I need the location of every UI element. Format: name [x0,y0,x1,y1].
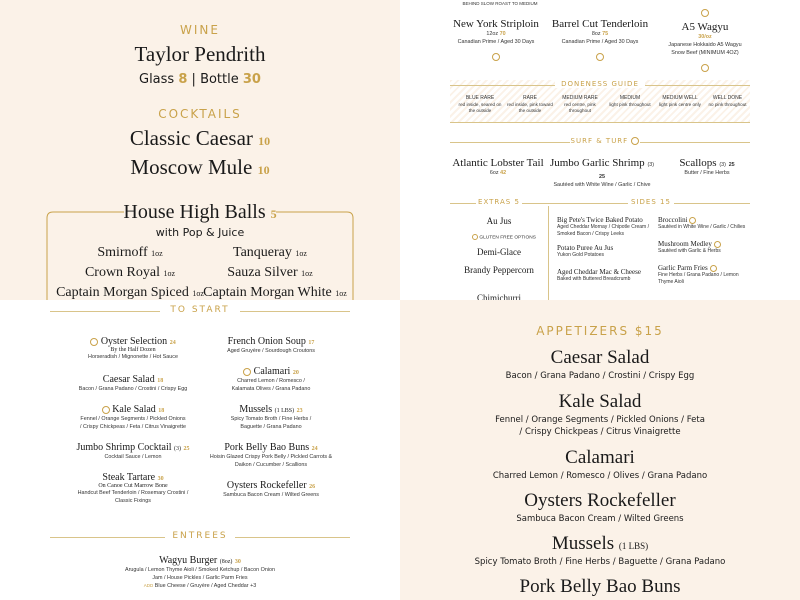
side-item [557,216,653,244]
surf-name: Atlantic Lobster Tail [452,157,544,169]
entree-size: (8oz) [219,559,233,565]
side-desc: Yukon Gold Potatoes [557,252,604,258]
starter-name: French Onion Soup [227,336,306,347]
appetizer-desc: Sambuca Bacon Cream / Wilted Greens [516,514,684,524]
glass-price: 8 [178,72,188,87]
spirit-name: Sauza Silver [227,265,298,280]
steaks-panel [400,0,800,300]
surf-price: 25 [599,174,605,180]
starter-item [196,404,346,431]
entree-price: 30 [234,559,241,565]
extra-item: Chimichurri [477,293,521,300]
appetizer-item [400,533,800,555]
surf-name: Jumbo Garlic Shrimp [549,157,645,169]
side-name: Big Pete's Twice Baked Potato [557,216,643,224]
cocktails-heading: COCKTAILS [158,107,242,121]
doneness-name: MEDIUM [619,95,641,101]
doneness-item [605,94,655,114]
appetizer-desc: / Crispy Chickpeas / Citrus Vinaigrette [519,427,681,437]
doneness-guide [455,94,750,114]
appetizer-desc: Bacon / Grana Padano / Crostini / Crispy Egg [505,371,695,381]
spirit-size: 1oz [301,269,313,278]
starter-desc: Bacon / Grana Padano / Crostini / Crispy Egg [78,386,188,392]
sides-price: 15 [660,198,671,206]
starter-name: Calamari [253,366,291,377]
starter-desc: Cocktail Sauce / Lemon [104,454,162,460]
gluten-free-icon [689,217,696,224]
cocktail-item [0,155,400,180]
starter-desc: Fennel / Orange Segments / Pickled Onions / Crispy Chickpeas / Feta / Citrus Vinaigrette [80,416,186,430]
starter-subtitle: By the Half Dozen [110,347,156,353]
steak-desc: Japanese Hokkaido A5 Wagyu [668,42,742,48]
steak-desc: Canadian Prime / Aged 30 Days [561,39,639,45]
spirit-item [200,285,350,300]
divider [450,122,750,123]
surf-desc: Butter / Fine Herbs [684,170,730,176]
doneness-desc: red inside, seared on the outside [458,102,502,113]
starter-desc: Sambuca Bacon Cream / Wilted Greens [223,492,319,498]
steak-item [544,18,656,65]
appetizers-heading: APPETIZERS $15 [536,324,664,338]
bottle-label: Bottle [200,72,239,87]
starter-item [196,336,346,355]
side-item [658,216,754,240]
surf-size: (3) [719,162,726,168]
price-separator: | [191,72,196,87]
surf-size: (3) [647,162,655,168]
steak-item [650,2,760,76]
doneness-name: BLUE RARE [465,95,495,101]
sides-right-column [658,216,754,286]
spirit-size: 1oz [335,289,347,298]
highball-heading [0,201,400,224]
surf-item [450,157,546,177]
spirit-name: Captain Morgan White [203,285,332,300]
steak-size: 8oz [591,31,601,37]
starter-name: Caesar Salad [102,374,155,385]
steak-size: 12oz [486,31,499,37]
spirit-item [60,245,200,261]
surf-size: 6oz [489,170,499,176]
side-name: Mushroom Medley [658,240,712,248]
wine-heading: WINE [180,23,220,37]
gluten-free-icon [102,406,110,414]
steak-name: A5 Wagyu [681,21,729,33]
appetizer-name: Calamari [565,447,635,468]
gluten-free-icon [701,64,709,72]
gluten-free-icon [492,53,500,61]
spirit-name: Crown Royal [84,265,160,280]
side-name: Garlic Parm Fries [658,264,708,272]
starter-name: Kale Salad [112,404,156,415]
spirit-name: Smirnoff [97,245,148,260]
glass-label: Glass [139,72,175,87]
gluten-free-icon [90,338,98,346]
gluten-free-icon [631,137,639,145]
surf-name: Scallops [679,157,717,169]
spirit-size: 1oz [151,249,163,258]
steak-desc: Snow Beef (MINIMUM 4OZ) [671,50,739,56]
appetizer-size: (1 LBS) [618,541,649,551]
starter-size: (3) [174,446,181,452]
appetizer-name: Pork Belly Bao Buns [519,576,681,597]
appetizer-desc: Spicy Tomato Broth / Fine Herbs / Baguette / Grana Padano [474,557,726,567]
side-name: Potato Puree Au Jus [557,244,614,252]
side-desc: Sautéed with Garlic & Herbs [658,248,721,254]
starter-name: Mussels [239,404,273,415]
starter-subtitle: On Canoe Cut Marrow Bone [98,483,168,489]
starter-price: 17 [308,340,315,346]
starter-desc: Aged Gruyère / Sourdough Croutons [227,348,315,354]
gluten-free-label [460,234,548,242]
doneness-item [655,94,705,114]
doneness-name: WELL DONE [712,95,743,101]
appetizer-name: Kale Salad [558,391,642,412]
doneness-item [705,94,750,114]
highball-subtitle: with Pop & Juice [155,226,245,239]
surf-price: 25 [728,162,735,168]
cocktail-item [0,126,400,151]
starters-panel [0,300,400,600]
side-desc: Sautéed in White Wine / Garlic / Chilies [658,224,746,230]
entree-item [110,555,290,590]
doneness-item [555,94,605,114]
doneness-desc: red centre, pink throughout [564,102,596,113]
cocktail-name: Moscow Mule [130,155,253,179]
doneness-name: MEDIUM RARE [562,95,598,101]
starter-name: Oysters Rockefeller [226,480,307,491]
appetizer-name: Oysters Rockefeller [524,490,676,511]
appetizers-panel [400,300,800,600]
appetizer-desc: Charred Lemon / Romesco / Olives / Grana Padano [492,471,708,481]
starter-price: 26 [309,484,316,490]
wine-prices [0,72,400,87]
surf-price: 42 [500,170,507,176]
side-name: Broccolini [658,216,688,224]
starter-desc: Hoisin Glazed Crispy Pork Belly / Pickled Carrots & Daikon / Cucumber / Scallions [209,454,333,468]
starter-price: 18 [158,408,165,414]
gluten-free-icon [472,234,478,240]
steak-item [440,18,552,65]
gluten-free-icon [243,368,251,376]
doneness-name: MEDIUM WELL [662,95,698,101]
surf-turf-heading [570,137,640,145]
spirit-item [200,265,340,281]
starter-item [58,404,208,431]
bottle-price: 30 [242,72,261,87]
sides-title: SIDES [631,198,657,206]
extra-item: Demi-Glace [477,247,521,257]
highball-price: 5 [270,207,277,221]
doneness-name: RARE [523,95,537,101]
steak-name: Barrel Cut Tenderloin [551,18,649,30]
side-desc: Baked with Buttered Breadcrumb [557,276,631,282]
steak-name: New York Striploin [453,18,539,30]
extra-item: Au Jus [486,216,512,226]
spirit-size: 1oz [192,289,204,298]
surf-item [546,157,658,189]
doneness-desc: light pink throughout [609,102,651,107]
side-item [557,244,653,268]
spirit-name: Captain Morgan Spiced [56,285,189,300]
gluten-free-text: GLUTEN FREE OPTIONS [479,235,536,241]
starter-name: Jumbo Shrimp Cocktail [76,442,172,453]
wine-name: Taylor Pendrith [134,42,266,66]
spirit-item [60,265,200,281]
surf-turf-title: SURF & TURF [570,137,629,145]
starter-item [196,442,346,469]
extras-title: EXTRAS [478,198,512,206]
starter-desc: Handcut Beef Tenderloin / Rosemary Crostini / Classic Fixings [77,490,189,504]
gluten-free-icon [710,265,717,272]
doneness-desc: light pink centre only [659,102,701,107]
starter-item [58,472,208,505]
starter-price: 24 [311,446,318,452]
cocktail-price: 10 [257,163,270,177]
drinks-panel [0,0,400,300]
side-item [658,264,754,286]
starter-item [196,480,346,499]
starter-name: Pork Belly Bao Buns [224,442,310,453]
doneness-desc: no pink throughout [708,102,747,107]
entree-name: Wagyu Burger [159,555,218,566]
starter-price: 20 [292,370,299,376]
add-desc: Blue Cheese / Gruyère / Aged Cheddar +3 [154,583,257,589]
cocktail-price: 10 [258,134,271,148]
starter-price: 25 [183,446,190,452]
starter-size: (1 LBS) [274,408,295,414]
top-note: BEHIND SLOW ROAST TO MEDIUM [462,1,538,6]
side-desc: Fine Herbs / Grana Padano / Lemon Thyme Aioli [658,272,739,285]
doneness-item [455,94,505,114]
side-item [658,240,754,264]
appetizer-name: Mussels [551,533,615,554]
spirit-size: 1oz [163,269,176,278]
spirit-name: Tanqueray [233,245,292,260]
sides-left-column [557,216,653,283]
steak-price: 30/oz [698,34,712,40]
starter-price: 30 [157,476,164,482]
surf-desc: Sautéed with White Wine / Garlic / Chive [553,182,651,188]
gluten-free-icon [701,9,709,17]
appetizer-name: Caesar Salad [550,347,650,368]
starter-desc: Spicy Tomato Broth / Fine Herbs / Baguette / Grana Padano [230,416,312,430]
starter-item [58,374,208,393]
cocktail-name: Classic Caesar [129,126,253,150]
starter-item [58,336,208,361]
starter-price: 24 [169,340,176,346]
to-start-heading: TO START [160,305,240,315]
starter-item [58,442,208,461]
add-label: ADD [143,583,154,588]
steak-price: 75 [602,31,609,37]
steak-desc: Canadian Prime / Aged 30 Days [457,39,535,45]
spirit-size: 1oz [295,249,307,258]
starter-item [196,366,346,393]
column-divider [548,206,549,300]
starter-desc: Horseradish / Mignonette / Hot Sauce [88,354,178,360]
surf-item [662,157,752,177]
starter-name: Steak Tartare [102,472,156,483]
starter-desc: Charred Lemon / Romesco / Kalamata Olives / Grana Padano [231,378,311,392]
doneness-desc: red inside, pink toward the outside [507,102,553,113]
steak-price: 70 [499,31,506,37]
appetizer-desc: Fennel / Orange Segments / Pickled Onions / Feta [495,415,705,425]
starter-name: Oyster Selection [100,336,168,347]
entrees-heading: ENTREES [165,531,235,541]
highball-title: House High Balls [123,201,266,223]
doneness-item [505,94,555,114]
side-item [557,268,653,283]
spirit-item [200,245,340,261]
starter-price: 23 [296,408,303,414]
side-name: Aged Cheddar Mac & Cheese [557,268,641,276]
sides-heading [628,198,674,206]
spirit-item [50,285,210,300]
side-desc: Aged Cheddar Mornay / Chipotle Cream / Smoked Bacon / Crispy Leeks [557,224,649,237]
gluten-free-icon [714,241,721,248]
doneness-heading: DONENESS GUIDE [555,80,645,88]
extra-item: Brandy Peppercorn [464,265,534,275]
gluten-free-icon [596,53,604,61]
starter-price: 18 [157,378,164,384]
extras-heading [476,198,522,206]
entree-desc: Arugula / Lemon Thyme Aioli / Smoked Ketchup / Bacon Onion Jam / House Pickles / Garlic Parm Fries [124,567,276,581]
extras-price: 5 [514,198,520,206]
